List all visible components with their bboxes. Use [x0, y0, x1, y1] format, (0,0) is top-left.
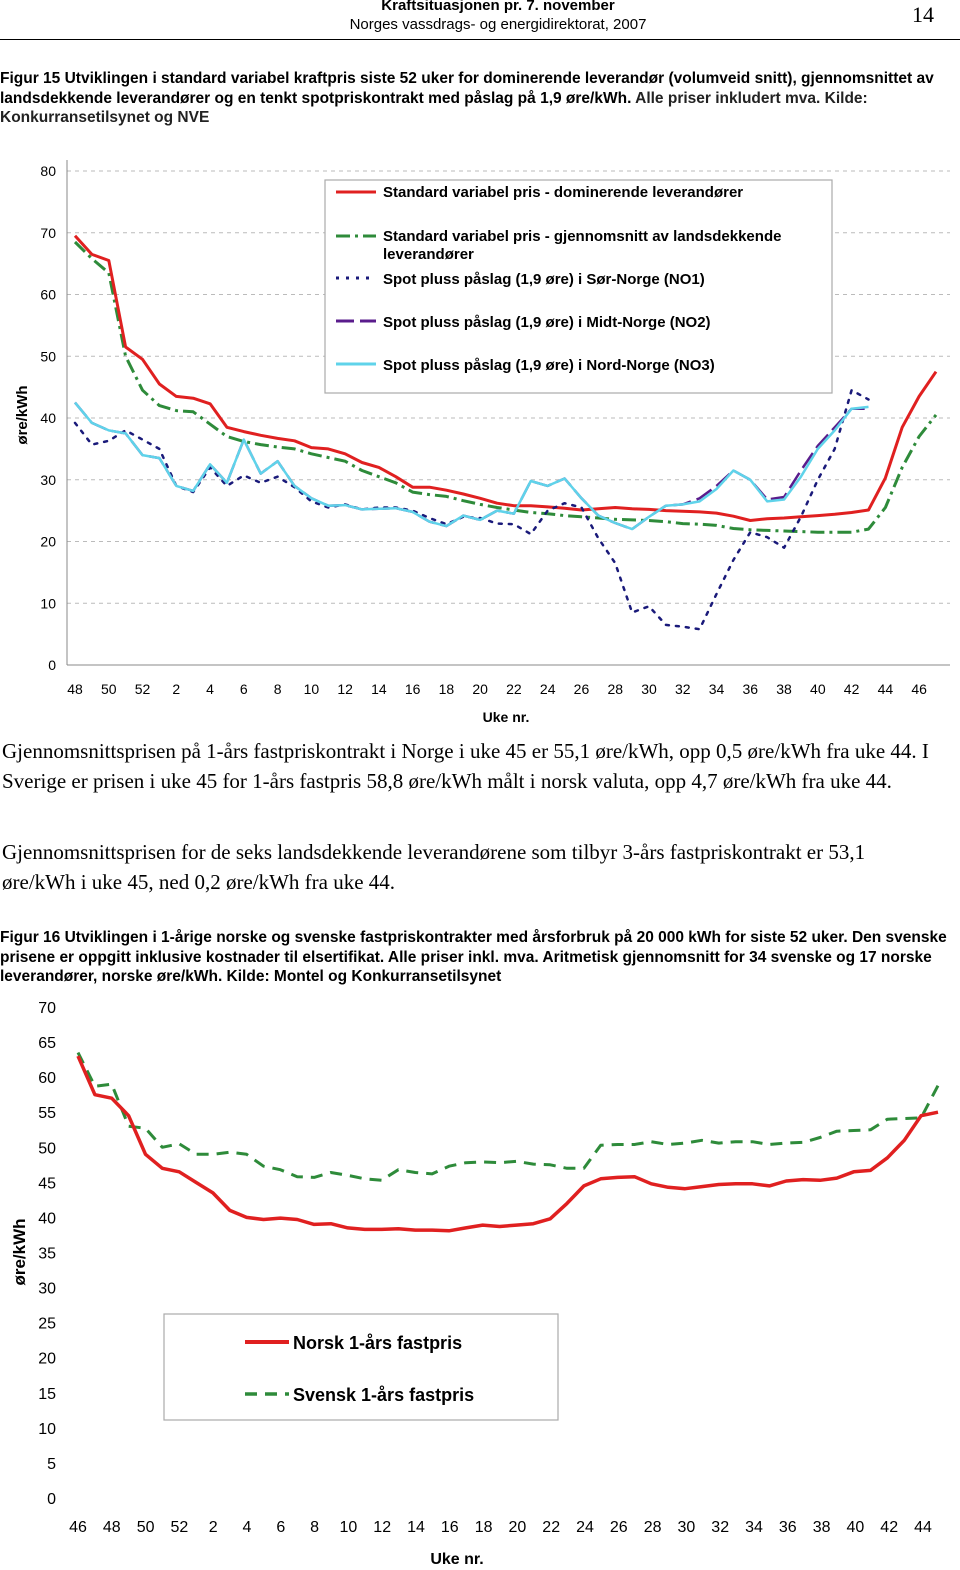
legend	[325, 180, 832, 393]
page-number: 14	[912, 2, 934, 27]
x-tick-label: 26	[609, 1519, 628, 1536]
x-tick-label: 20	[508, 1519, 527, 1536]
y-tick-label: 30	[38, 1280, 56, 1298]
x-tick-label: 12	[373, 1519, 392, 1536]
x-tick-label: 38	[776, 681, 792, 697]
header-title: Kraftsituasjonen pr. 7. november	[381, 0, 615, 14]
y-tick-label: 20	[38, 1350, 56, 1368]
x-tick-label: 30	[677, 1519, 696, 1536]
figure15-caption-source: Alle priser inkludert mva. Kilde: Konkurransetilsynet og NVE	[0, 89, 868, 126]
x-tick-label: 4	[206, 681, 214, 697]
x-tick-label: 2	[208, 1519, 218, 1536]
x-tick-label: 24	[576, 1519, 594, 1536]
x-axis-label: Uke nr.	[430, 1551, 484, 1568]
y-tick-label: 15	[38, 1385, 56, 1403]
x-tick-label: 48	[67, 681, 83, 697]
legend-label-4: Spot pluss påslag (1,9 øre) i Midt-Norge (NO2)	[383, 314, 711, 331]
x-tick-label: 20	[472, 681, 488, 697]
x-tick-label: 10	[303, 681, 320, 697]
y-tick-label: 35	[38, 1245, 56, 1263]
x-tick-label: 34	[708, 681, 725, 697]
series-line-5	[75, 403, 869, 529]
legend-label-1: Standard variabel pris - dominerende leverandører	[383, 184, 744, 201]
x-axis-label: Uke nr.	[482, 709, 530, 725]
y-tick-label: 70	[38, 1000, 56, 1017]
y-tick-label: 70	[40, 224, 56, 241]
x-tick-label: 12	[337, 681, 353, 697]
header-subtitle: Norges vassdrags- og energidirektorat, 2007	[349, 16, 647, 33]
paragraph-1: Gjennomsnittsprisen på 1-års fastpriskontrakt i Norge i uke 45 er 55,1 øre/kWh, opp 0,5 øre/kWh fra uke 44. I Sverige er prisen i uke 45 for 1-års fastpris 58,8 øre/kWh målt i norsk valuta, opp 4,7 øre/kWh fra uke 44.	[2, 739, 929, 793]
figure15-caption-main: Figur 15 Utviklingen i standard variabel kraftpris siste 52 uker for dominerende leverandør (volumveid snitt), gjennomsnittet av landsdekkende leverandører og en tenkt spotpriskontrakt med påslag på 1,9 øre/kWh.	[0, 70, 934, 107]
x-tick-label: 40	[810, 681, 826, 697]
x-tick-label: 44	[877, 681, 894, 697]
x-tick-label: 14	[407, 1519, 425, 1536]
x-tick-label: 18	[438, 681, 455, 697]
x-tick-label: 50	[100, 681, 117, 697]
y-axis-label: øre/kWh	[14, 385, 31, 445]
y-tick-label: 0	[47, 1491, 56, 1508]
x-tick-label: 40	[846, 1519, 865, 1536]
y-tick-label: 10	[38, 1420, 56, 1438]
x-tick-label: 22	[542, 1519, 561, 1536]
x-tick-label: 10	[339, 1519, 358, 1536]
figure16-caption: Figur 16 Utviklingen i 1-årige norske og svenske fastpriskontrakter med årsforbruk på 20 000 kWh for siste 52 uker. Den svenske prisene er oppgitt inklusive kostnader til elsertifikat. Alle priser inkl. mva. Aritmetisk gjennomsnitt for 34 svenske og 17 norske leverandører, norske øre/kWh. Kilde: Montel og Konkurransetilsynet	[0, 929, 947, 985]
x-tick-label: 34	[745, 1519, 763, 1536]
x-tick-label: 36	[778, 1519, 797, 1536]
x-tick-label: 52	[134, 681, 151, 697]
y-axis-label: øre/kWh	[10, 1218, 29, 1286]
x-tick-label: 46	[911, 681, 927, 697]
x-tick-label: 48	[102, 1519, 121, 1536]
y-tick-label: 30	[40, 471, 56, 488]
x-tick-label: 26	[573, 681, 590, 697]
y-tick-label: 40	[40, 410, 56, 426]
x-tick-label: 8	[273, 681, 282, 697]
x-tick-label: 50	[136, 1519, 155, 1536]
y-tick-label: 80	[40, 163, 56, 179]
legend-label-2a: Standard variabel pris - gjennomsnitt av landsdekkende	[383, 228, 782, 245]
y-tick-label: 50	[40, 348, 56, 365]
x-tick-label: 42	[880, 1519, 899, 1536]
legend-label-2b: leverandører	[383, 246, 474, 263]
y-tick-label: 65	[38, 1035, 56, 1053]
y-tick-label: 10	[40, 595, 56, 612]
legend-label-3: Spot pluss påslag (1,9 øre) i Sør-Norge (NO1)	[383, 271, 705, 288]
legend	[164, 1314, 558, 1420]
figure15-caption	[0, 69, 958, 128]
series-line-2	[78, 1053, 938, 1181]
x-tick-label: 14	[371, 681, 387, 697]
x-tick-label: 38	[812, 1519, 831, 1536]
figure16-chart	[0, 990, 960, 1570]
y-tick-label: 60	[38, 1070, 56, 1088]
x-tick-label: 46	[69, 1519, 87, 1536]
header-divider	[0, 39, 960, 40]
x-tick-label: 8	[310, 1519, 320, 1536]
y-tick-label: 0	[48, 657, 56, 673]
figure15-chart	[0, 140, 960, 732]
legend-label-1: Norsk 1-års fastpris	[293, 1333, 463, 1353]
x-tick-label: 28	[643, 1519, 662, 1536]
legend-label-2: Svensk 1-års fastpris	[293, 1385, 475, 1405]
x-tick-label: 22	[506, 681, 522, 697]
x-tick-label: 28	[607, 681, 624, 697]
x-tick-label: 30	[641, 681, 657, 697]
x-tick-label: 32	[711, 1519, 730, 1536]
x-tick-label: 16	[440, 1519, 459, 1536]
y-tick-label: 40	[38, 1210, 56, 1228]
x-tick-label: 4	[242, 1519, 252, 1536]
x-tick-label: 36	[742, 681, 759, 697]
x-tick-label: 44	[914, 1519, 932, 1536]
x-tick-label: 18	[474, 1519, 493, 1536]
y-tick-label: 55	[38, 1105, 56, 1123]
paragraph-2: Gjennomsnittsprisen for de seks landsdekkende leverandørene som tilbyr 3-års fastpriskontrakt er 53,1 øre/kWh i uke 45, ned 0,2 øre/kWh fra uke 44.	[2, 840, 866, 894]
y-tick-label: 25	[38, 1315, 56, 1333]
legend-label-5: Spot pluss påslag (1,9 øre) i Nord-Norge (NO3)	[383, 357, 715, 374]
series-line-1	[78, 1056, 938, 1231]
x-tick-label: 42	[843, 681, 860, 697]
x-tick-label: 16	[404, 681, 421, 697]
x-tick-label: 52	[170, 1519, 189, 1536]
y-tick-label: 60	[40, 286, 56, 303]
series-line-4	[75, 403, 869, 529]
x-tick-label: 6	[239, 681, 248, 697]
x-tick-label: 32	[674, 681, 691, 697]
y-tick-label: 45	[38, 1175, 56, 1193]
y-tick-label: 5	[47, 1455, 56, 1473]
y-tick-label: 20	[40, 533, 56, 550]
series-line-3	[75, 390, 869, 629]
x-tick-label: 6	[276, 1519, 286, 1536]
x-tick-label: 24	[539, 681, 556, 697]
x-tick-label: 2	[172, 681, 181, 697]
y-tick-label: 50	[38, 1140, 56, 1158]
